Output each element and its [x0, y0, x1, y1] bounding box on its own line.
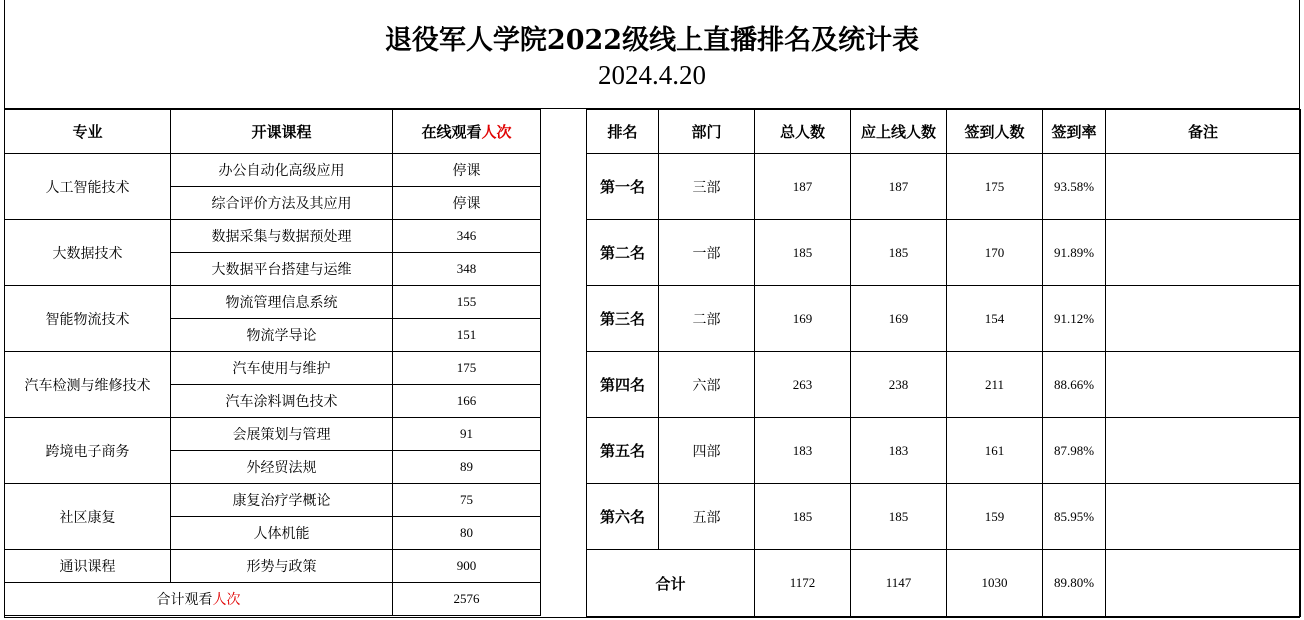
major-cell: 人工智能技术 [5, 154, 171, 220]
course-cell: 物流管理信息系统 [171, 286, 393, 319]
should-cell: 238 [851, 352, 947, 418]
header-total: 总人数 [755, 110, 851, 154]
major-cell: 跨境电子商务 [5, 418, 171, 484]
course-views-table [4, 109, 541, 616]
header-rank: 排名 [587, 110, 659, 154]
rank-cell: 第四名 [587, 352, 659, 418]
header-dept: 部门 [659, 110, 755, 154]
views-cell: 900 [393, 550, 541, 583]
total-cell: 169 [755, 286, 851, 352]
views-cell: 155 [393, 286, 541, 319]
summary-rate: 89.80% [1043, 550, 1106, 617]
rank-cell: 第六名 [587, 484, 659, 550]
total-cell: 183 [755, 418, 851, 484]
dept-cell: 六部 [659, 352, 755, 418]
header-signed: 签到人数 [947, 110, 1043, 154]
views-cell: 151 [393, 319, 541, 352]
header-views-prefix: 在线观看 [421, 123, 482, 141]
table-row [587, 418, 1301, 484]
summary-signed: 1030 [947, 550, 1043, 617]
total-cell: 187 [755, 154, 851, 220]
course-cell: 形势与政策 [171, 550, 393, 583]
dept-cell: 三部 [659, 154, 755, 220]
course-cell: 物流学导论 [171, 319, 393, 352]
major-cell: 社区康复 [5, 484, 171, 550]
table-row [587, 154, 1301, 220]
header-should: 应上线人数 [851, 110, 947, 154]
major-cell: 通识课程 [5, 550, 171, 583]
should-cell: 185 [851, 484, 947, 550]
signed-cell: 154 [947, 286, 1043, 352]
signed-cell: 175 [947, 154, 1043, 220]
views-cell: 175 [393, 352, 541, 385]
page-title: 退役军人学院2022级线上直播排名及统计表 [384, 25, 920, 56]
dept-cell: 四部 [659, 418, 755, 484]
total-cell: 185 [755, 484, 851, 550]
should-cell: 169 [851, 286, 947, 352]
views-cell: 停课 [393, 154, 541, 187]
title-block [4, 0, 1300, 109]
rank-cell: 第一名 [587, 154, 659, 220]
views-cell: 89 [393, 451, 541, 484]
summary-row [587, 550, 1301, 617]
course-cell: 大数据平台搭建与运维 [171, 253, 393, 286]
report-date: 2024.4.20 [598, 60, 706, 90]
remark-cell [1106, 286, 1301, 352]
signed-cell: 211 [947, 352, 1043, 418]
course-cell: 会展策划与管理 [171, 418, 393, 451]
header-remark: 备注 [1106, 110, 1301, 154]
total-label-prefix: 合计观看 [156, 592, 213, 608]
summary-remark [1106, 550, 1301, 617]
total-label [5, 583, 393, 616]
views-cell: 80 [393, 517, 541, 550]
rate-cell: 91.89% [1043, 220, 1106, 286]
total-cell: 185 [755, 220, 851, 286]
table-row [587, 220, 1301, 286]
dept-cell: 五部 [659, 484, 755, 550]
summary-should: 1147 [851, 550, 947, 617]
header-course: 开课课程 [171, 110, 393, 154]
signed-cell: 161 [947, 418, 1043, 484]
dept-cell: 一部 [659, 220, 755, 286]
course-cell: 综合评价方法及其应用 [171, 187, 393, 220]
should-cell: 187 [851, 154, 947, 220]
rate-cell: 85.95% [1043, 484, 1106, 550]
remark-cell [1106, 154, 1301, 220]
dept-cell: 二部 [659, 286, 755, 352]
summary-label: 合计 [587, 550, 755, 617]
course-cell: 汽车使用与维护 [171, 352, 393, 385]
rate-cell: 93.58% [1043, 154, 1106, 220]
header-views-red: 人次 [481, 123, 512, 141]
table-row [587, 352, 1301, 418]
views-cell: 166 [393, 385, 541, 418]
signed-cell: 159 [947, 484, 1043, 550]
remark-cell [1106, 220, 1301, 286]
header-major: 专业 [5, 110, 171, 154]
major-cell: 大数据技术 [5, 220, 171, 286]
should-cell: 185 [851, 220, 947, 286]
views-cell: 停课 [393, 187, 541, 220]
total-views: 2576 [393, 583, 541, 616]
views-cell: 346 [393, 220, 541, 253]
ranking-table [586, 109, 1301, 617]
course-cell: 人体机能 [171, 517, 393, 550]
major-cell: 智能物流技术 [5, 286, 171, 352]
rate-cell: 88.66% [1043, 352, 1106, 418]
course-cell: 数据采集与数据预处理 [171, 220, 393, 253]
remark-cell [1106, 484, 1301, 550]
major-cell: 汽车检测与维修技术 [5, 352, 171, 418]
course-cell: 汽车涂料调色技术 [171, 385, 393, 418]
table-row [587, 484, 1301, 550]
rank-cell: 第五名 [587, 418, 659, 484]
header-views [393, 110, 541, 154]
summary-total: 1172 [755, 550, 851, 617]
should-cell: 183 [851, 418, 947, 484]
course-cell: 康复治疗学概论 [171, 484, 393, 517]
rank-cell: 第二名 [587, 220, 659, 286]
rate-cell: 91.12% [1043, 286, 1106, 352]
rank-cell: 第三名 [587, 286, 659, 352]
remark-cell [1106, 418, 1301, 484]
views-cell: 348 [393, 253, 541, 286]
remark-cell [1106, 352, 1301, 418]
views-cell: 75 [393, 484, 541, 517]
course-cell: 外经贸法规 [171, 451, 393, 484]
total-label-red: 人次 [212, 592, 241, 608]
rate-cell: 87.98% [1043, 418, 1106, 484]
signed-cell: 170 [947, 220, 1043, 286]
header-rate: 签到率 [1043, 110, 1106, 154]
table-row [587, 286, 1301, 352]
total-cell: 263 [755, 352, 851, 418]
course-cell: 办公自动化高级应用 [171, 154, 393, 187]
views-cell: 91 [393, 418, 541, 451]
